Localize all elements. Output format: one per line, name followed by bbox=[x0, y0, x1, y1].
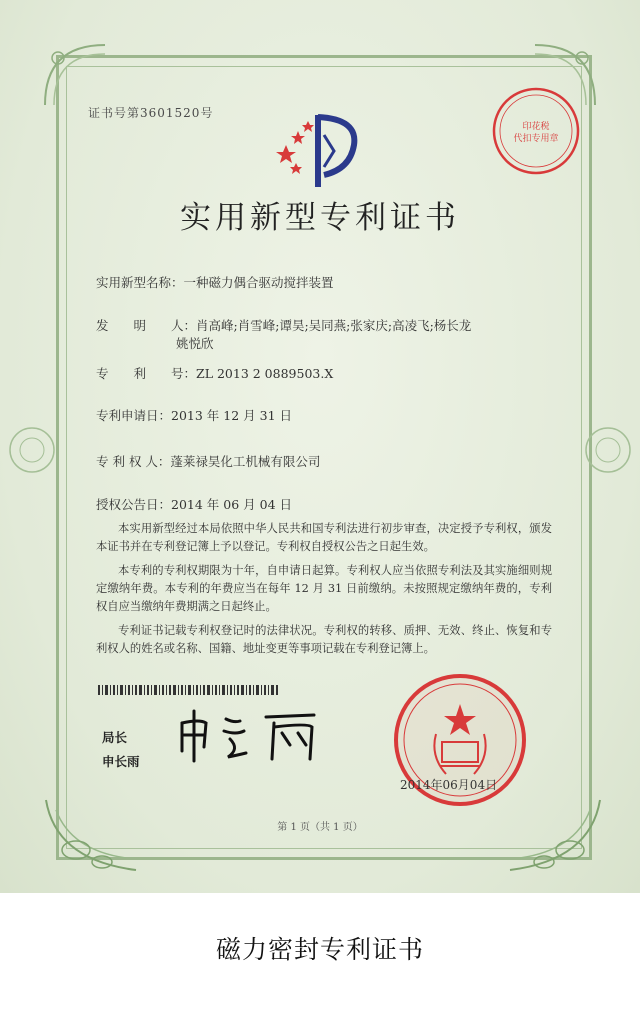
grant-date-field bbox=[96, 495, 292, 513]
issue-date: 2014年06月04日 bbox=[400, 778, 498, 792]
filing-date-value: 2013 年 12 月 31 日 bbox=[171, 408, 293, 423]
patent-number-label: 专 利 号： bbox=[96, 366, 197, 381]
agency-seal bbox=[490, 85, 582, 177]
svg-text:印花税: 印花税 bbox=[522, 122, 550, 132]
utility-model-name-field bbox=[96, 273, 334, 291]
body-paragraph-2: 本专利的专利权期限为十年，自申请日起算。专利权人应当依照专利法及其实施细则规定缴纳年费。本专利的年费应当在每年 12 月 31 日前缴纳。未按照规定缴纳年费的，专利权自应当缴纳年费期满之日起终止。 bbox=[96, 564, 552, 613]
grant-date-label: 授权公告日： bbox=[96, 497, 172, 512]
patent-number-field bbox=[96, 364, 333, 382]
body-paragraph-1: 本实用新型经过本局依照中华人民共和国专利法进行初步审查，决定授予专利权，颁发本证书并在专利登记簿上予以登记。专利权自授权公告之日起生效。 bbox=[96, 522, 552, 553]
filing-date-field bbox=[96, 406, 292, 424]
patentee-field bbox=[96, 452, 320, 470]
director-title: 局长 bbox=[102, 730, 128, 745]
inventors-field bbox=[96, 316, 471, 334]
barcode bbox=[98, 680, 278, 690]
certificate-body-text bbox=[96, 520, 552, 664]
image-caption: 磁力密封专利证书 bbox=[215, 935, 424, 964]
grant-date-value: 2014 年 06 月 04 日 bbox=[171, 497, 293, 512]
svg-text:代扣专用章: 代扣专用章 bbox=[513, 134, 559, 144]
handwritten-signature bbox=[174, 705, 324, 765]
corner-ornament-top-left bbox=[40, 40, 110, 110]
certificate-number: 证书号第3601520号 bbox=[88, 106, 214, 120]
inventors-label: 发 明 人： bbox=[96, 318, 197, 333]
page-number: 第 1 页（共 1 页） bbox=[277, 822, 363, 833]
side-ornament-right bbox=[578, 420, 638, 480]
certificate-title: 实用新型专利证书 bbox=[180, 200, 460, 236]
body-paragraph-3: 专利证书记载专利权登记时的法律状况。专利权的转移、质押、无效、终止、恢复和专利权人的姓名或名称、国籍、地址变更等事项记载在专利登记簿上。 bbox=[96, 624, 552, 655]
director-name: 申长雨 bbox=[102, 754, 140, 769]
utility-model-name-value: 一种磁力偶合驱动搅拌装置 bbox=[183, 275, 334, 290]
side-ornament-left bbox=[2, 420, 62, 480]
patentee-label: 专 利 权 人： bbox=[96, 454, 171, 469]
inventors-value: 肖高峰;肖雪峰;谭昊;吴同燕;张家庆;高凌飞;杨长龙 bbox=[196, 318, 472, 333]
patent-number-value: ZL 2013 2 0889503.X bbox=[196, 366, 334, 381]
utility-model-name-label: 实用新型名称： bbox=[96, 275, 184, 290]
inventors-value-line2: 姚悦欣 bbox=[176, 336, 214, 351]
corner-ornament-bottom-left bbox=[36, 790, 146, 880]
patent-office-logo bbox=[274, 105, 364, 195]
patentee-value: 蓬莱禄昊化工机械有限公司 bbox=[170, 454, 321, 469]
filing-date-label: 专利申请日： bbox=[96, 408, 172, 423]
